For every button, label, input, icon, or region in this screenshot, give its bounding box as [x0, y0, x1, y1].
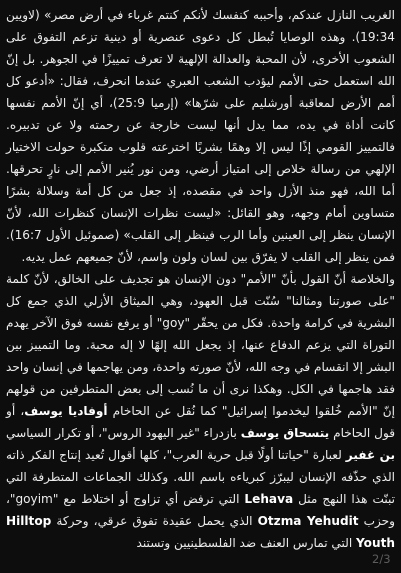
- text-segment: ، أو قول الحاخام: [6, 404, 395, 440]
- paragraph: [6, 4, 395, 268]
- bold-name: يتسحاق يوسف: [240, 426, 330, 440]
- text-segment: والخلاصة أنّ القول بأنّ "الأمم" دون الإنسان هو تجديف على الخالق، لأنّ كلمة "على صورتنا ومثالنا" سُنّت قبل العهود، وهي الميثاق الأزلي الذي جمع كل البشرية في كرامة واحدة. فكل من يحقّر "goy" أو يرفع نفسه فوق الآخر يهدم التوراة التي يزعم الدفاع عنها، إذ يجعل الله إلهًا لا إله محبة. وما التمييز بين البشر إلا انقسام في وجه الله، لأنّ صورته واحدة، ومن يهاجمها في إنسان واحد فقد هاجمها في الكل. وهكذا نرى أن ما نُسب إلى بعض المتطرفين من قولهم إنّ "الأمم خُلقوا ليخدموا إسرائيل" كما نُقل عن الحاخام: [6, 272, 396, 418]
- bold-name: Lehava: [244, 492, 294, 506]
- bold-name: Otzma Yehudit: [257, 514, 359, 528]
- bold-name: Hilltop Youth: [6, 514, 395, 550]
- bold-name: أوفاديا يوسف: [24, 404, 108, 418]
- text-segment: الغريب النازل عندكم، وأحببه كنفسك لأنكم كنتم غرباء في أرض مصر» (لاويين 19:34). وهذه الوصايا تُبطل كل دعوى عنصرية أو دينية تزعم التفوق على الشعوب الأخرى، لأن المحبة والعدالة الإلهية لا تعرف تمييزًا في الجوهر. بل إنّ الله استعمل حتى الأمم ليؤدب الشعب العبري عندما انحرف، فقال: «أدعو كل أمم الأرض لمعاقبة أورشليم على شرّها» (إرميا 25:9)، أي إنّ الأمم نفسها كانت أداة في يده، مما يدل أنها ليست خارجة عن رحمته ولا عن تدبيره. فالتمييز القومي إذًا ليس إلا وهمًا بشريًا اخترعته قلوب متكبرة حولت الاختيار الإلهي من رسالة خلاص إلى امتياز أرضي، ومن نور يُنير الأمم إلى نارٍ تحرقها. أما الله، فهو منذ الأزل واحد في مقصده، إذ جعل من كل أمة وسلالة بشرًا متساوين أمام وجهه، وهو القائل: «ليست نظرات الإنسان كنظرات الله، لأنّ الإنسان ينظر إلى العينين وأما الرب فينظر إلى القلب» (صموئيل الأول 16:7). فمن ينظر إلى القلب لا يفرّق بين لسان ولون واسم، لأنّ جميعهم عمل يديه.: [6, 8, 395, 264]
- page-indicator: 2/3: [372, 552, 391, 566]
- text-segment: بازدراء "غير اليهود الروس"، أو تكرار السياسي: [6, 426, 241, 440]
- paragraph: [6, 268, 395, 554]
- text-segment: التي ترفض أي تزاوج أو اختلاط مع "goyim"، وحزب: [6, 492, 395, 528]
- text-segment: التي تمارس العنف ضد الفلسطينيين وتستند: [136, 536, 357, 550]
- text-segment: لعبارة "حياتنا أولًا قبل حرية العرب"، كلها أقوال تُعيد إنتاج الفكر ذاته الذي حذّفه الإنسان ليبرّز كبرياءه باسم الله. وكذلك الجماعات المتطرفة التي تبنّت هذا النهج مثل: [6, 448, 395, 506]
- text-segment: الذي يحمل عقيدة تفوق عرقي، وحركة: [51, 514, 258, 528]
- article-text: [6, 4, 395, 554]
- bold-name: بن غفير: [345, 448, 396, 462]
